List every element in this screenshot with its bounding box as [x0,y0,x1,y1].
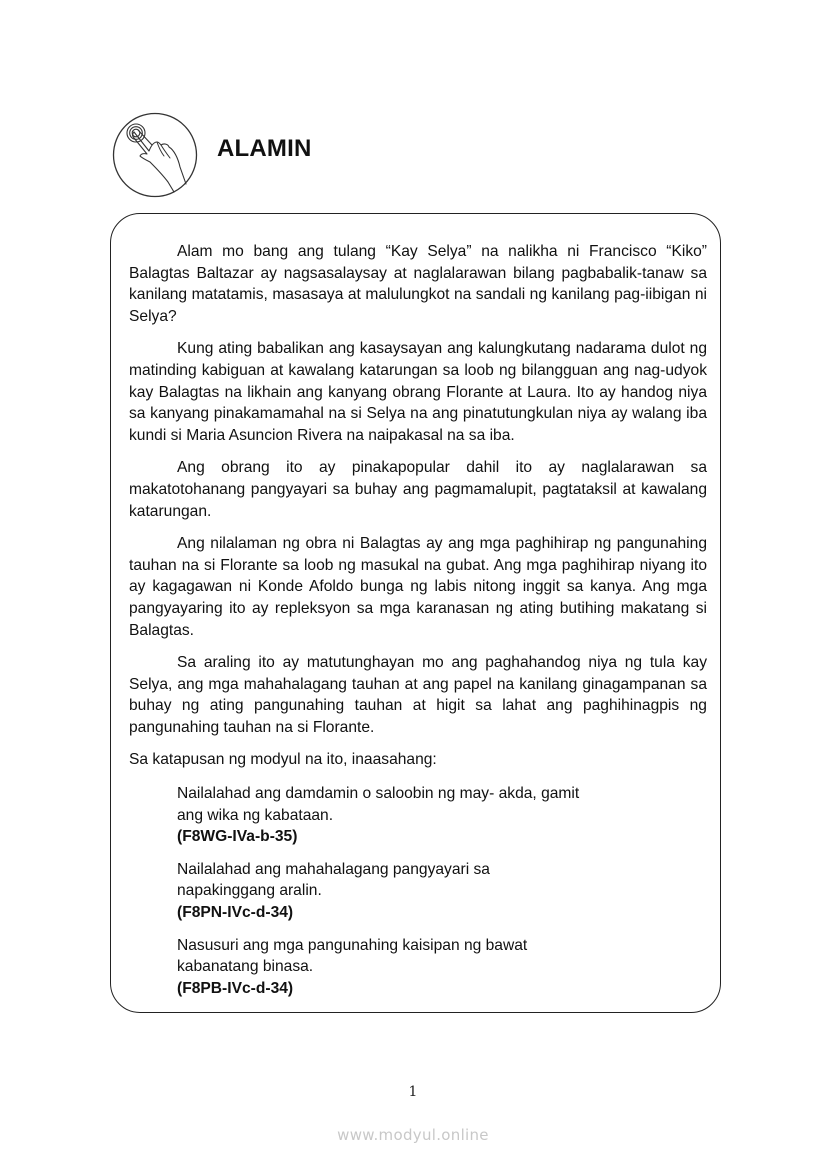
paragraph-popularity: Ang obrang ito ay pinakapopular dahil ito ay naglalarawan sa makatotohanang pangyayari sa buhay ang pagmamalupit, pagtataksil at kawalang katarungan. [129,459,707,520]
paragraph-history: Kung ating babalikan ang kasaysayan ang kalungkutang nadarama dulot ng matinding kabiguan at kawalang katarungan sa loob ng bilangguan ang nag-udyok kay Balagtas na likhain ang kanyang obrang Florante at Laura. Ito ay handog niya sa kanyang pinakamamahal na si Selya na ang pinatutungkulan niya ay walang iba kundi si Maria Asuncion Rivera na naipakasal na sa iba. [129,340,707,444]
objective-code: (F8WG-IVa-b-35) [177,828,298,846]
tapping-hand-icon [112,112,198,198]
objective-text: napakinggang aralin. [177,882,322,900]
objective-code: (F8PN-IVc-d-34) [177,904,294,922]
objective-text: Nasusuri ang mga pangunahing kaisipan ng bawat [177,936,528,954]
section-title: ALAMIN [217,135,312,162]
objective-item [177,783,617,848]
objective-code: (F8PB-IVc-d-34) [177,979,294,997]
objective-text: ang wika ng kabataan. [177,806,334,824]
paragraph-content: Ang nilalaman ng obra ni Balagtas ay ang mga paghihirap ng pangunahing tauhan na si Florante sa loob ng masukal na gubat. Ang mga paghihirap niyang ito ay kagagawan ni Konde Afoldo bunga ng labis nitong inggit sa kanya. Ang mga pangyayaring ito ay repleksyon sa mga karanasan ng ating butihing makatang si Balagtas. [129,535,707,639]
objective-item [177,935,617,1000]
objective-text: kabanatang binasa. [177,958,314,976]
objective-text: Nailalahad ang damdamin o saloobin ng may- akda, gamit [177,785,580,803]
objectives-intro: Sa katapusan ng modyul na ito, inaasahang: [129,751,437,769]
objective-item [177,859,617,924]
paragraph-lesson: Sa araling ito ay matutunghayan mo ang paghahandog niya ng tula kay Selya, ang mga mahahalagang tauhan at ang papel na kanilang ginagampanan sa buhay ng ating pangunahing tauhan at higit sa lahat ang paghihinagpis ng pangunahing tauhan na si Florante. [129,654,707,736]
watermark: www.modyul.online [337,1126,489,1144]
content-body [129,241,707,1010]
paragraph-intro: Alam mo bang ang tulang “Kay Selya” na nalikha ni Francisco “Kiko” Balagtas Baltazar ay nagsasalaysay at naglalarawan bilang pagbabalik-tanaw sa kanilang matatamis, masasaya at malulungkot na sandali ng kanilang pag-iibigan ni Selya? [129,243,707,325]
objective-text: Nailalahad ang mahahalagang pangyayari sa [177,860,490,878]
page-number: 1 [408,1084,418,1100]
